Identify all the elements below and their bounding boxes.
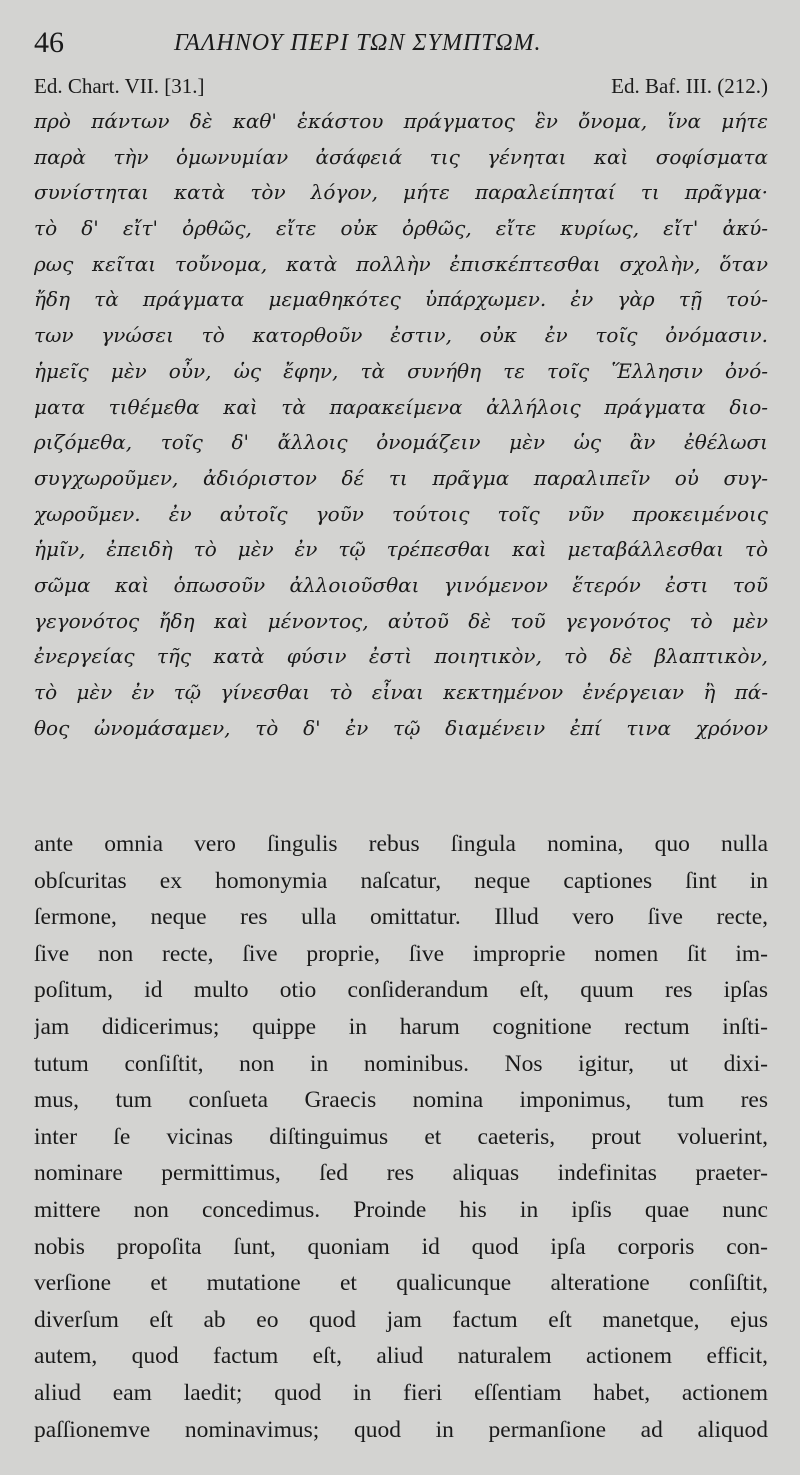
greek-text-line: συνίστηται κατὰ τὸν λόγον, μήτε παραλείπηταί τι πρᾶγμα· [34,180,768,205]
latin-text-line: autem, quod factum eſt, aliud naturalem actionem efficit, [34,1343,768,1370]
latin-text-line: verſione et mutatione et qualicunque alteratione conſiſtit, [34,1270,768,1297]
greek-text-line: παρὰ τὴν ὁμωνυμίαν ἀσάφειά τις γένηται καὶ σοφίσματα [34,144,768,169]
latin-text-line: nobis propoſita ſunt, quoniam id quod ipſa corporis con- [34,1233,768,1260]
latin-text-line: diverſum eſt ab eo quod jam factum eſt manetque, ejus [34,1306,768,1333]
greek-text-line: ματα τιθέμεθα καὶ τὰ παρακείμενα ἀλλήλοις πράγματα διο- [34,394,768,419]
latin-text-line: jam didicerimus; quippe in harum cognitione rectum inſti- [34,1013,768,1040]
greek-text-line: πρὸ πάντων δὲ καθ' ἑκάστου πράγματος ἓν ὄνομα, ἵνα μήτε [34,109,768,133]
greek-text-line: συγχωροῦμεν, ἀδιόριστον δέ τι πρᾶγμα παραλιπεῖν οὐ συγ- [34,465,768,490]
greek-text-line: σῶμα καὶ ὁπωσοῦν ἀλλοιοῦσθαι γινόμενον ἕτερόν ἐστι τοῦ [34,572,768,597]
latin-text-line: mittere non concedimus. Proinde his in ipſis quae nunc [34,1196,768,1223]
latin-text-line: nominare permittimus, ſed res aliquas indefinitas praeter- [34,1160,768,1187]
latin-text-line: aliud eam laedit; quod in fieri eſſentiam habet, actionem [34,1379,768,1406]
latin-text-line: inter ſe vicinas diſtinguimus et caeteris, prout voluerint, [34,1123,768,1150]
greek-text-line: τὸ μὲν ἐν τῷ γίνεσθαι τὸ εἶναι κεκτημένον ἐνέργειαν ἢ πά- [34,680,768,704]
greek-text-line: ἤδη τὰ πράγματα μεμαθηκότες ὑπάρχωμεν. ἐν γὰρ τῇ τού- [34,287,768,312]
edition-chartier: Ed. Chart. VII. [31.] [34,74,205,98]
latin-text-line: ante omnia vero ſingulis rebus ſingula nomina, quo nulla [34,831,768,857]
latin-text-line: tutum conſiſtit, non in nominibus. Nos igitur, ut dixi- [34,1050,768,1077]
latin-text-line: mus, tum conſueta Graecis nomina imponimus, tum res [34,1087,768,1114]
greek-text-line: τὸ δ' εἴτ' ὀρθῶς, εἴτε οὐκ ὀρθῶς, εἴτε κυρίως, εἴτ' ἀκύ- [34,216,768,241]
greek-text-line: των γνώσει τὸ κατορθοῦν ἐστιν, οὐκ ἐν τοῖς ὀνόμασιν. [34,323,768,348]
latin-text-line: obſcuritas ex homonymia naſcatur, neque captiones ſint in [34,867,768,894]
latin-text [34,826,768,1448]
running-title: ΓΑΛΗΝΟΥ ΠΕΡΙ ΤΩΝ ΣΥΜΠΤΩΜ. [174,30,542,56]
page-number: 46 [34,26,64,59]
greek-text-line: ἡμεῖς μὲν οὖν, ὡς ἔφην, τὰ συνήθη τε τοῖς Ἕλλησιν ὀνό- [34,358,768,383]
edition-references [34,74,768,102]
greek-text-line: θος ὠνομάσαμεν, τὸ δ' ἐν τῷ διαμένειν ἐπί τινα χρόνον [34,715,768,740]
greek-text-line: χωροῦμεν. ἐν αὐτοῖς γοῦν τούτοις τοῖς νῦν προκειμένοις [34,501,768,526]
greek-text [34,104,768,746]
latin-text-line: ſive non recte, ſive proprie, ſive improprie nomen ſit im- [34,940,768,967]
latin-text-line: ſermone, neque res ulla omittatur. Illud vero ſive recte, [34,904,768,931]
greek-text-line: γεγονότος ἤδη καὶ μένοντος, αὐτοῦ δὲ τοῦ γεγονότος τὸ μὲν [34,608,768,633]
greek-text-line: ρως κεῖται τοὔνομα, κατὰ πολλὴν ἐπισκέπτεσθαι σχολὴν, ὅταν [34,251,768,276]
greek-text-line: ἡμῖν, ἐπειδὴ τὸ μὲν ἐν τῷ τρέπεσθαι καὶ μεταβάλλεσθαι τὸ [34,537,768,562]
greek-text-line: ριζόμεθα, τοῖς δ' ἄλλοις ὀνομάζειν μὲν ὡς ἂν ἐθέλωσι [34,430,768,455]
edition-basel: Ed. Baf. III. (212.) [611,74,768,98]
latin-text-line: paſſionemve nominavimus; quod in permanſione ad aliquod [34,1416,768,1443]
greek-text-line: ἐνεργείας τῆς κατὰ φύσιν ἐστὶ ποιητικὸν, τὸ δὲ βλαπτικὸν, [34,644,768,669]
running-head [34,22,774,68]
latin-text-line: poſitum, id multo otio conſiderandum eſt, quum res ipſas [34,977,768,1004]
